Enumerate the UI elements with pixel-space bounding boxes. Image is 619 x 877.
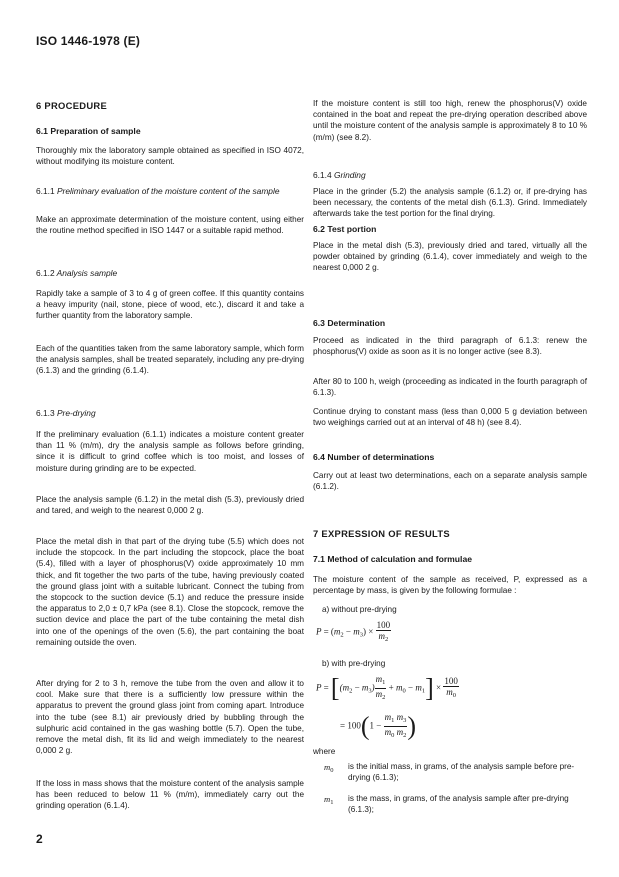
para-6-1-4: Place in the grinder (5.2) the analysis sample (6.1.2) or, if pre-drying has been necessary, the contents of the metal dish (6.1.3). Grind. Immediately afterwards take the test portion for the final drying. — [313, 187, 587, 219]
section-6-1-title: 6.1 Preparation of sample — [36, 126, 141, 136]
section-6-1-1-number: 6.1.1 — [36, 186, 55, 196]
section-6-4-title: 6.4 Number of determinations — [313, 452, 435, 462]
para-6-4: Carry out at least two determinations, each on a separate analysis sample (6.1.2). — [313, 471, 587, 492]
section-6-2-title: 6.2 Test portion — [313, 224, 377, 234]
para-6-1-3a: If the preliminary evaluation (6.1.1) indicates a moisture content greater than 11 % (m/m), dry the analysis sample as follows before grinding, since it is difficult to grind coffee which is too moist, and losses of moisture during grinding are to be expected. — [36, 430, 304, 473]
section-6-1-4-title — [313, 170, 366, 180]
para-6-3a: Proceed as indicated in the third paragraph of 6.1.3: renew the phosphorus(V) oxide as soon as it is no longer active (see 8.3). — [313, 336, 587, 357]
section-6-1-1-title — [36, 186, 304, 197]
para-6-1-1: Make an approximate determination of the moisture content, using either the routine method specified in ISO 1447 or a suitable rapid method. — [36, 215, 304, 236]
definition-m0: is the initial mass, in grams, of the analysis sample before pre-drying (6.1.3); — [348, 762, 575, 783]
section-6-3-title: 6.3 Determination — [313, 318, 386, 328]
para-6-1-3f: If the moisture content is still too high, renew the phosphorus(V) oxide contained in the boat and repeat the pre-drying operation described above until the moisture content of the analysis sample is approximately 8 to 10 % (m/m) (see 8.2). — [313, 99, 587, 142]
section-6-1-2-title — [36, 268, 117, 278]
section-6-1-2-text: Analysis sample — [56, 268, 118, 278]
formula-a: $P = (m_2 - m_3)$ × $\frac{100}{m_2}$ — [316, 620, 391, 643]
para-6-1-3d: After drying for 2 to 3 h, remove the tube from the oven and allow it to cool. Make sure that there is a sufficiently low pressure within the apparatus to prevent the ground glass joint from coming apart. Introduce into the tube (see 8.1) air previously dried by bubbling through the sulphuric acid contained in the gas washing bottle (5.7). Open the tube, remove the metal dish, fit its lid and weigh immediately to the nearest 0,000 2 g. — [36, 679, 304, 756]
section-6-1-2-number: 6.1.2 — [36, 268, 55, 278]
section-6-1-1-text: Preliminary evaluation of the moisture content of the sample — [56, 186, 280, 196]
para-6-2: Place in the metal dish (5.3), previously dried and tared, virtually all the powder obtained by grinding (6.1.4), cover immediately and weigh to the nearest 0,000 2 g. — [313, 241, 587, 273]
para-6-3c: Continue drying to constant mass (less than 0,000 5 g deviation between two weighings carried out at an interval of 48 h) (see 8.4). — [313, 407, 587, 428]
para-6-1-2b: Each of the quantities taken from the same laboratory sample, which form the analysis samples, shall be treated separately, including any pre-drying (6.1.3) and the grinding (6.1.4). — [36, 344, 304, 376]
document-header: ISO 1446-1978 (E) — [36, 34, 141, 48]
para-6-3b: After 80 to 100 h, weigh (proceeding as indicated in the fourth paragraph of 6.1.3). — [313, 377, 587, 398]
symbol-m1: $m_1$ — [324, 794, 334, 806]
para-6-1-2a: Rapidly take a sample of 3 to 4 g of green coffee. If this quantity contains a heavy impurity (nail, stone, piece of wood, etc.), discard it and take a further quantity from the laboratory sample. — [36, 289, 304, 321]
section-6-title: 6 PROCEDURE — [36, 100, 108, 111]
section-6-1-3-text: Pre-drying — [56, 408, 96, 418]
definition-m1: is the mass, in grams, of the analysis sample after pre-drying (6.1.3); — [348, 794, 569, 815]
para-6-1: Thoroughly mix the laboratory sample obtained as specified in ISO 4072, without modifying its moisture content. — [36, 146, 304, 167]
para-7-1: The moisture content of the sample as received, P, expressed as a percentage by mass, is given by the following formulae : — [313, 575, 587, 596]
formula-b: $P = [(m_2 - m_3)$ $\frac{m_1}{m_2}$ + $m_0 - m_1$] × $\frac{100}{m_0}$ — [316, 673, 458, 703]
section-7-1-title: 7.1 Method of calculation and formulae — [313, 554, 473, 564]
formula-b-simplified: = 100(1 − $\frac{m_1 m_3}{m_0 m_2}$ ) — [340, 711, 416, 741]
section-6-1-3-title — [36, 408, 96, 418]
section-6-1-4-number: 6.1.4 — [313, 170, 332, 180]
where-label: where — [313, 747, 336, 756]
formula-b-label: b) with pre-drying — [322, 659, 386, 668]
section-6-1-3-number: 6.1.3 — [36, 408, 55, 418]
section-7-title: 7 EXPRESSION OF RESULTS — [313, 528, 450, 539]
para-6-1-3b: Place the analysis sample (6.1.2) in the metal dish (5.3), previously dried and tared, and weigh to the nearest 0,000 2 g. — [36, 495, 304, 516]
para-6-1-3c: Place the metal dish in that part of the drying tube (5.5) which does not include the stopcock. In the part including the stopcock, place the boat (5.4), filled with a layer of phosphorus(V) oxide approximately 10 mm thick, and fit together the two parts of the tube, having previously coated the ground glass joint with a suitable lubricant. Connect the tubing from the stopcock to the suction device (5.1) and reduce the pressure inside the apparatus to 2,0 ± 0,7 kPa (see 8.1). Close the stopcock, remove the suction device and place the part of the tube containing the metal dish into one of the openings of the oven (5.6), the part containing the boat remaining outside the oven. — [36, 537, 304, 647]
formula-a-label: a) without pre-drying — [322, 605, 397, 614]
symbol-m0: $m_0$ — [324, 762, 334, 774]
para-6-1-3e: If the loss in mass shows that the moisture content of the analysis sample has been reduced to below 11 % (m/m), immediately carry out the grinding operation (6.1.4). — [36, 779, 304, 811]
section-6-1-4-text: Grinding — [333, 170, 366, 180]
page-number: 2 — [36, 832, 43, 846]
